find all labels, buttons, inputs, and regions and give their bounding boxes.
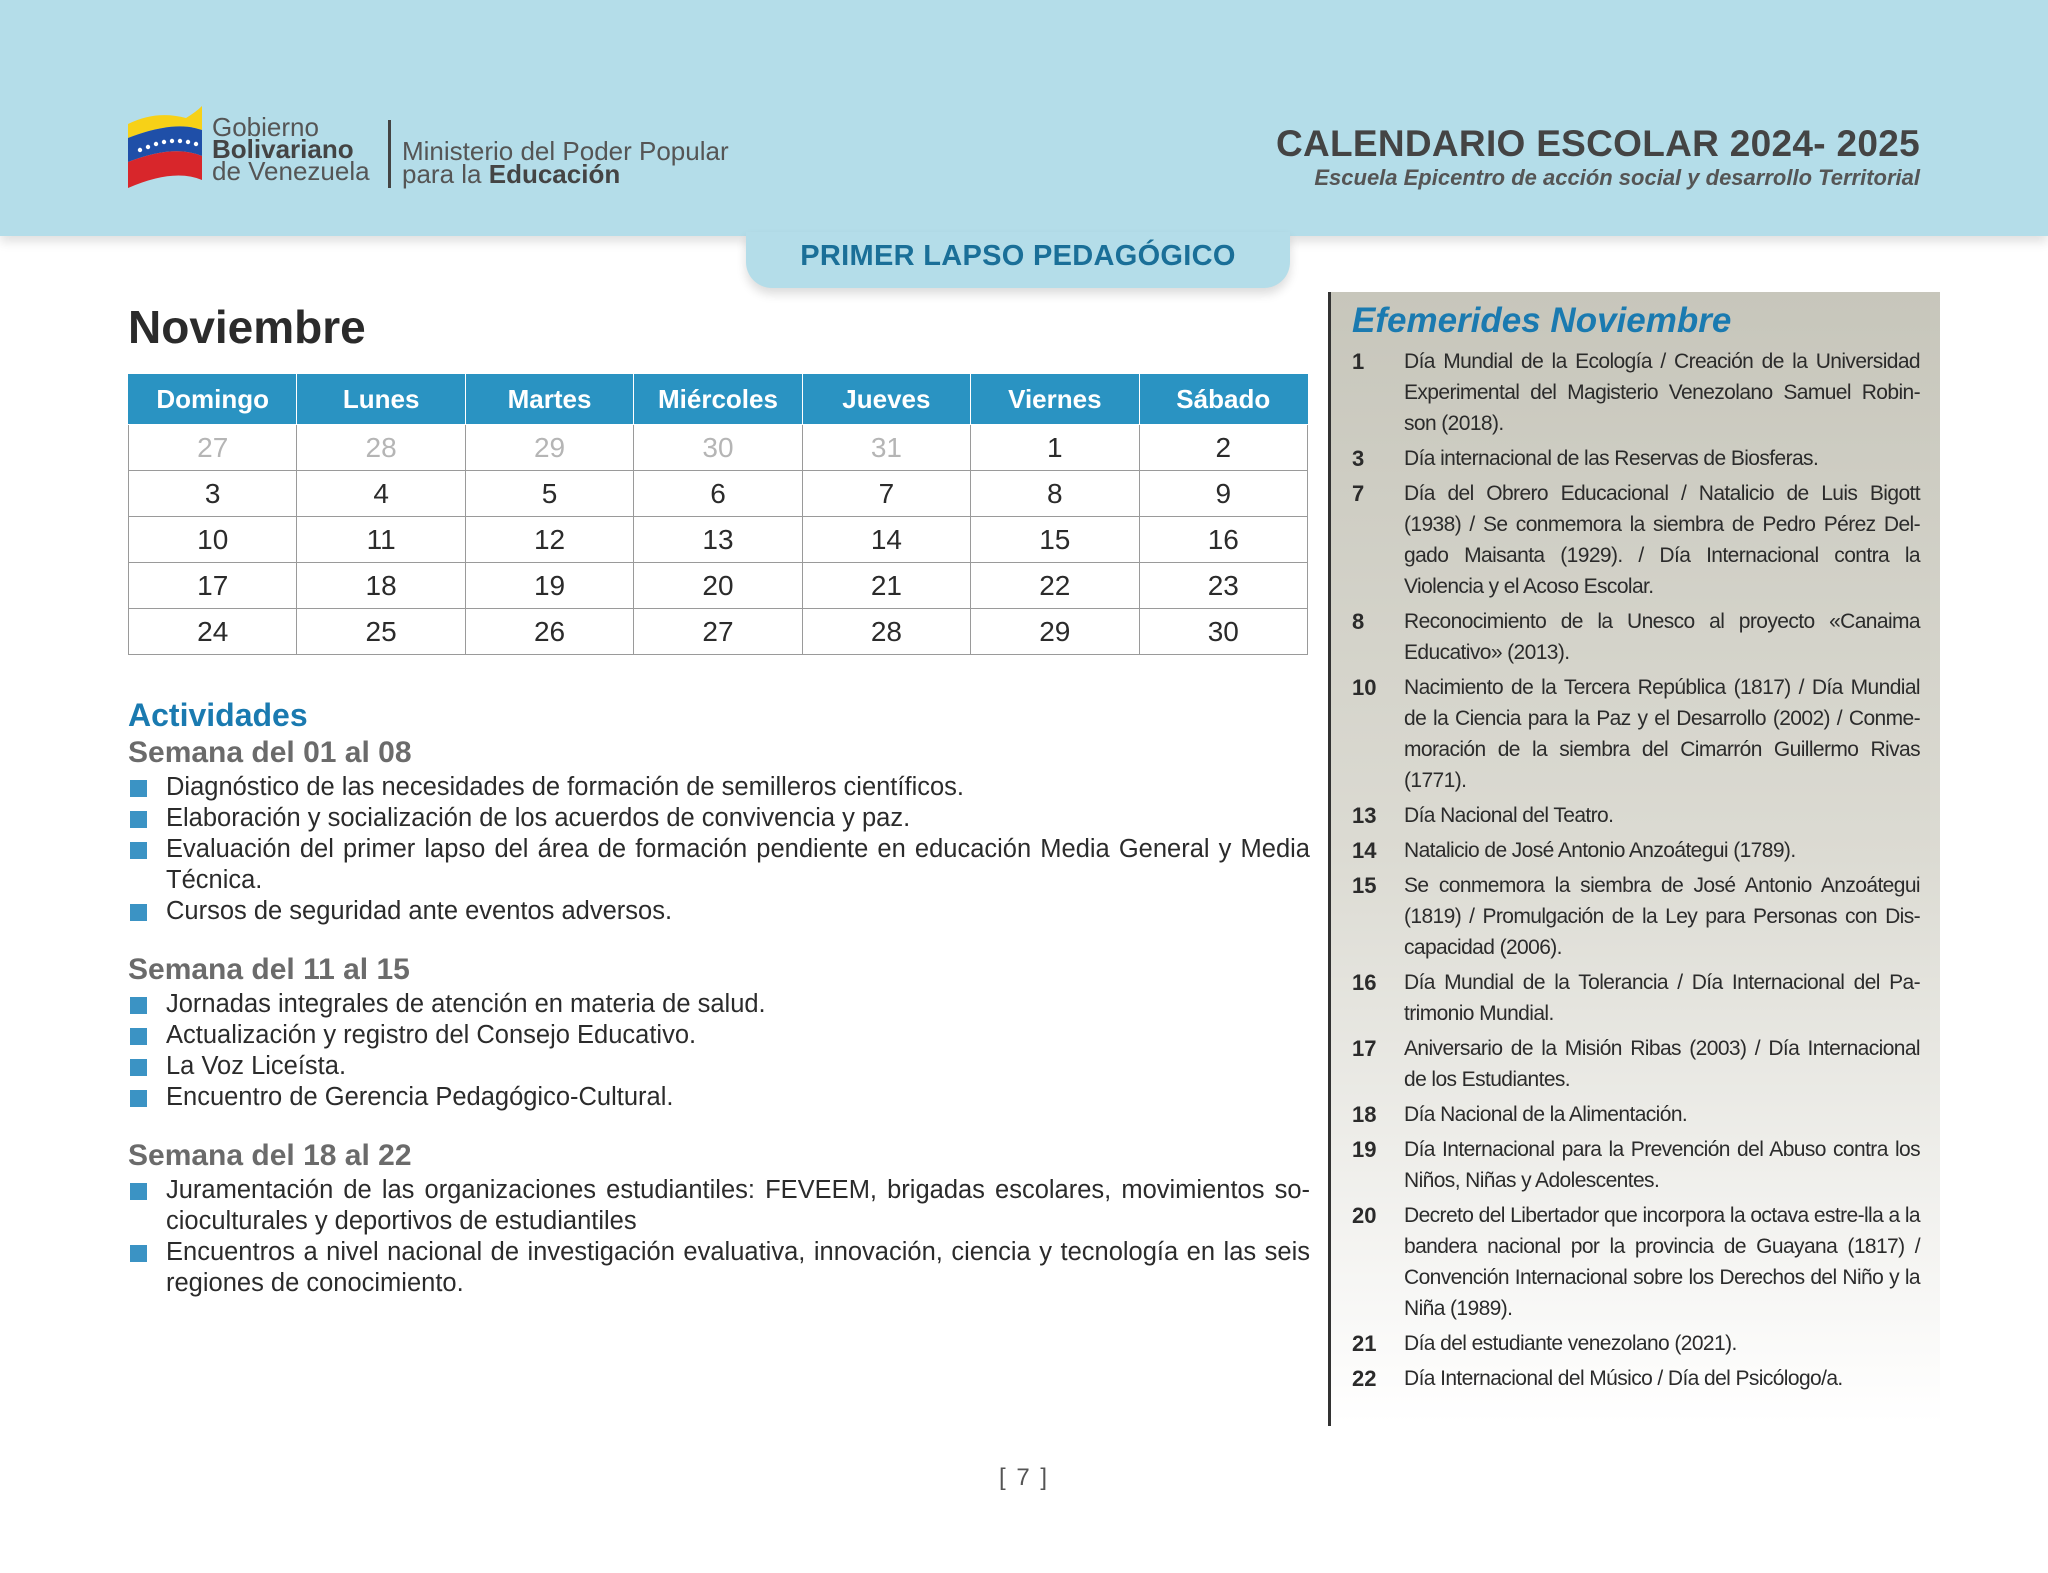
efemeride-item (1352, 800, 1920, 831)
calendar-week-row (129, 609, 1308, 655)
activities-title: Actividades (128, 697, 308, 733)
efemeride-text: Día Mundial de la Tolerancia / Día Internacional del Pa-trimonio Mundial. (1404, 971, 1920, 1025)
efemeride-text: Nacimiento de la Tercera República (1817) / Día Mundial de la Ciencia para la Paz y el Desarrollo (2002) / Conme-moración de la siembra del Cimarrón Guillermo Rivas (1771). (1404, 676, 1920, 792)
page-header (0, 0, 2048, 236)
calendar-week-row (129, 471, 1308, 517)
calendar-day-cell: 29 (971, 609, 1139, 655)
calendar-day-cell: 19 (465, 563, 633, 609)
efemeride-item (1352, 346, 1920, 439)
activity-item: Evaluación del primer lapso del área de formación pendiente en educación Media General y Media Técnica. (128, 834, 1310, 896)
calendar-day-cell: 22 (971, 563, 1139, 609)
efemeride-day: 16 (1352, 970, 1377, 995)
efemeride-item (1352, 835, 1920, 866)
month-calendar (128, 374, 1308, 655)
ministry-name (402, 136, 729, 189)
calendar-day-cell: 11 (297, 517, 465, 563)
activity-item: Actualización y registro del Consejo Educativo. (128, 1020, 1310, 1051)
efemeride-item (1352, 1200, 1920, 1324)
efemeride-day: 7 (1352, 481, 1365, 506)
day-header: Miércoles (634, 375, 802, 425)
activity-item: Encuentros a nivel nacional de investigación evaluativa, innovación, ciencia y tecnología en las seis regiones de conocimiento. (128, 1237, 1310, 1299)
activity-list (128, 772, 1310, 927)
calendar-week-row (129, 563, 1308, 609)
calendar-day-cell: 27 (634, 609, 802, 655)
efemerides-divider (1328, 292, 1331, 1426)
efemeride-item (1352, 1363, 1920, 1394)
activity-item: La Voz Liceísta. (128, 1051, 1310, 1082)
venezuela-flag-icon (126, 104, 204, 190)
calendar-day-cell: 30 (1139, 609, 1307, 655)
activity-item: Diagnóstico de las necesidades de formación de semilleros científicos. (128, 772, 1310, 803)
logo-line-1: Gobierno (212, 112, 319, 142)
efemerides-title: Efemerides Noviembre (1352, 301, 1732, 340)
week-title: Semana del 11 al 15 (128, 953, 410, 986)
calendar-day-cell: 3 (129, 471, 297, 517)
lapso-tab-label: PRIMER LAPSO PEDAGÓGICO (800, 240, 1236, 272)
ministry-line-2 (402, 159, 729, 189)
calendar-day-cell: 16 (1139, 517, 1307, 563)
calendar-day-cell: 14 (802, 517, 970, 563)
calendar-day-cell: 29 (465, 425, 633, 471)
efemeride-text: Día Nacional de la Alimentación. (1404, 1103, 1688, 1126)
day-header: Lunes (297, 375, 465, 425)
efemeride-day: 8 (1352, 609, 1365, 634)
calendar-day-cell: 27 (129, 425, 297, 471)
day-header: Martes (465, 375, 633, 425)
calendar-day-cell: 26 (465, 609, 633, 655)
efemeride-text: Se conmemora la siembra de José Antonio Anzoátegui (1819) / Promulgación de la Ley para Personas con Dis-capacidad (2006). (1404, 874, 1920, 959)
day-header: Viernes (971, 375, 1139, 425)
efemeride-item (1352, 1328, 1920, 1359)
calendar-day-cell: 9 (1139, 471, 1307, 517)
activity-list (128, 1175, 1310, 1299)
ministry-line-2-bold: Educación (488, 159, 621, 189)
efemeride-text: Día Internacional del Músico / Día del Psicólogo/a. (1404, 1367, 1843, 1390)
efemeride-item (1352, 443, 1920, 474)
week-title: Semana del 18 al 22 (128, 1139, 412, 1172)
activity-item: Elaboración y socialización de los acuerdos de convivencia y paz. (128, 803, 1310, 834)
activity-item: Cursos de seguridad ante eventos adversos. (128, 896, 1310, 927)
calendar-day-cell: 18 (297, 563, 465, 609)
calendar-day-cell: 30 (634, 425, 802, 471)
efemeride-text: Reconocimiento de la Unesco al proyecto «Canaima Educativo» (2013). (1404, 610, 1920, 664)
efemeride-text: Aniversario de la Misión Ribas (2003) / Día Internacional de los Estudiantes. (1404, 1037, 1920, 1091)
week-title: Semana del 01 al 08 (128, 736, 412, 769)
efemeride-text: Natalicio de José Antonio Anzoátegui (1789). (1404, 839, 1796, 862)
efemeride-item (1352, 870, 1920, 963)
calendar-day-cell: 23 (1139, 563, 1307, 609)
calendar-subtitle: Escuela Epicentro de acción social y desarrollo Territorial (1314, 165, 1920, 190)
calendar-day-cell: 28 (297, 425, 465, 471)
efemeride-item (1352, 967, 1920, 1029)
efemeride-item (1352, 606, 1920, 668)
calendar-day-cell: 10 (129, 517, 297, 563)
calendar-day-cell: 5 (465, 471, 633, 517)
efemeride-day: 19 (1352, 1137, 1377, 1162)
efemeride-text: Día internacional de las Reservas de Biosferas. (1404, 447, 1819, 470)
page-number: [ 7 ] (998, 1464, 1050, 1491)
logo-divider (388, 120, 391, 188)
calendar-week-row (129, 517, 1308, 563)
logo-line-2: Bolivariano (212, 134, 354, 164)
efemeride-text: Día del estudiante venezolano (2021). (1404, 1332, 1737, 1355)
ministry-line-1: Ministerio del Poder Popular (402, 136, 729, 166)
efemeride-text: Día Mundial de la Ecología / Creación de la Universidad Experimental del Magisterio Venezolano Samuel Robin-son (2018). (1404, 350, 1920, 435)
calendar-day-cell: 15 (971, 517, 1139, 563)
logo-line-3: de Venezuela (212, 156, 370, 186)
calendar-week-row (129, 425, 1308, 471)
calendar-day-cell: 24 (129, 609, 297, 655)
calendar-day-cell: 4 (297, 471, 465, 517)
calendar-day-cell: 2 (1139, 425, 1307, 471)
calendar-title: CALENDARIO ESCOLAR 2024- 2025 (1275, 123, 1920, 164)
efemeride-item (1352, 478, 1920, 602)
efemeride-item (1352, 672, 1920, 796)
calendar-day-cell: 12 (465, 517, 633, 563)
efemeride-day: 18 (1352, 1102, 1377, 1127)
ministry-line-2-prefix: para la (402, 159, 489, 189)
week-block (128, 1137, 1310, 1299)
calendar-day-cell: 8 (971, 471, 1139, 517)
day-header: Domingo (129, 375, 297, 425)
calendar-day-cell: 7 (802, 471, 970, 517)
efemeride-item (1352, 1033, 1920, 1095)
calendar-day-cell: 17 (129, 563, 297, 609)
calendar-day-cell: 31 (802, 425, 970, 471)
efemeride-text: Día Nacional del Teatro. (1404, 804, 1614, 827)
calendar-day-cell: 21 (802, 563, 970, 609)
calendar-day-cell: 20 (634, 563, 802, 609)
efemeride-text: Decreto del Libertador que incorpora la octava estre-lla a la bandera nacional por la provincia de Guayana (1817) / Convención Internacional sobre los Derechos del Niño y la Niña (1989). (1404, 1204, 1920, 1320)
efemeride-item (1352, 1099, 1920, 1130)
efemeride-day: 21 (1352, 1331, 1377, 1356)
efemeride-day: 14 (1352, 838, 1377, 863)
activity-item: Encuentro de Gerencia Pedagógico-Cultural. (128, 1082, 1310, 1113)
efemeride-day: 15 (1352, 873, 1377, 898)
calendar-day-cell: 25 (297, 609, 465, 655)
activities-section (128, 696, 1310, 1323)
efemeride-day: 17 (1352, 1036, 1377, 1061)
efemeride-item (1352, 1134, 1920, 1196)
efemeride-text: Día del Obrero Educacional / Natalicio de Luis Bigott (1938) / Se conmemora la siembra de Pedro Pérez Del-gado Maisanta (1929). / Día Internacional contra la Violencia y el Acoso Escolar. (1404, 482, 1920, 598)
day-header: Sábado (1139, 375, 1307, 425)
calendar-day-cell: 6 (634, 471, 802, 517)
activity-item: Jornadas integrales de atención en materia de salud. (128, 989, 1310, 1020)
activity-list (128, 989, 1310, 1113)
government-logo (126, 104, 746, 194)
month-title: Noviembre (128, 301, 366, 353)
day-header: Jueves (802, 375, 970, 425)
week-block (128, 734, 1310, 927)
efemerides-content (1352, 300, 1920, 1398)
efemeride-day: 22 (1352, 1366, 1377, 1391)
calendar-day-cell: 1 (971, 425, 1139, 471)
activity-item: Juramentación de las organizaciones estudiantiles: FEVEEM, brigadas escolares, movimientos so-cioculturales y deportivos de estudiantiles (128, 1175, 1310, 1237)
efemeride-day: 20 (1352, 1203, 1377, 1228)
calendar-day-cell: 13 (634, 517, 802, 563)
calendar-day-cell: 28 (802, 609, 970, 655)
lapso-tab (746, 232, 1290, 288)
efemeride-day: 13 (1352, 803, 1377, 828)
efemeride-day: 10 (1352, 675, 1377, 700)
efemeride-day: 1 (1352, 349, 1365, 374)
efemeride-text: Día Internacional para la Prevención del Abuso contra los Niños, Niñas y Adolescentes. (1404, 1138, 1920, 1192)
title-block (1276, 124, 1920, 192)
efemeride-day: 3 (1352, 446, 1365, 471)
calendar-header-row (129, 375, 1308, 425)
week-block (128, 951, 1310, 1113)
government-name (212, 112, 370, 186)
